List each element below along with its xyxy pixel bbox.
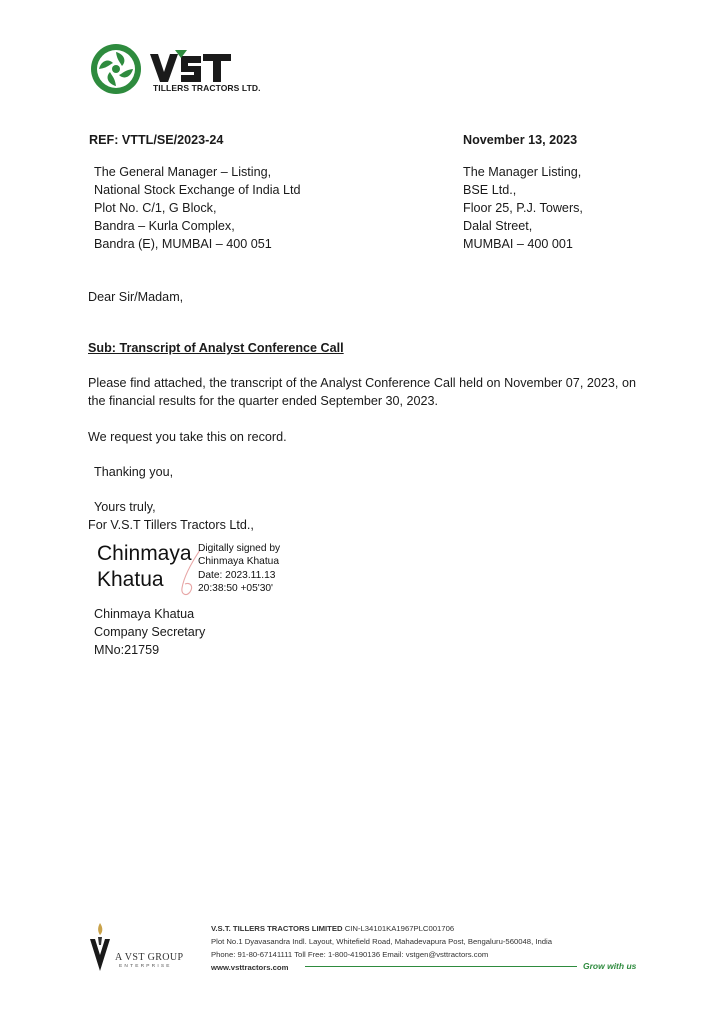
signer-name: Chinmaya Khatua (94, 607, 195, 621)
addressee-nse (94, 163, 301, 253)
footer-tagline: Grow with us (583, 961, 637, 971)
footer-website[interactable]: www.vsttractors.com (211, 963, 289, 972)
signature-detail-line: Date: 2023.11.13 (198, 569, 276, 581)
body-paragraph: Please find attached, the transcript of the Analyst Conference Call held on November 07, 2023, on the financial results for the quarter ended September 30, 2023. (88, 376, 636, 408)
signature-detail-line: Digitally signed by (198, 543, 281, 554)
signature-detail-line: Chinmaya Khatua (198, 556, 279, 568)
signature-name (97, 541, 192, 593)
address-line: Floor 25, P.J. Towers, (463, 201, 583, 215)
footer-divider (305, 966, 577, 967)
address-line: BSE Ltd., (463, 183, 517, 197)
signer-membership: MNo:21759 (94, 643, 160, 657)
signature-name-first: Chinmaya (97, 542, 192, 565)
request-line: We request you take this on record. (88, 430, 287, 444)
logo-subtitle: TILLERS TRACTORS LTD. (153, 83, 261, 93)
footer-company-line (211, 922, 552, 935)
footer-address: Plot No.1 Dyavasandra Indl. Layout, Whitefield Road, Mahadevapura Post, Bengaluru-560048, India (211, 937, 553, 946)
address-line: Plot No. C/1, G Block, (94, 201, 217, 215)
closing-line: Yours truly, (94, 500, 156, 514)
signature-detail-line: 20:38:50 +05'30' (198, 582, 273, 594)
address-line: The General Manager – Listing, (94, 165, 272, 179)
footer-cin: CIN-L34101KA1967PLC001706 (342, 924, 455, 933)
signature-name-last: Khatua (97, 568, 164, 591)
reference-number: REF: VTTL/SE/2023-24 (89, 133, 224, 147)
signature-details (198, 542, 280, 595)
subject-line: Sub: Transcript of Analyst Conference Call (88, 341, 344, 355)
address-line: National Stock Exchange of India Ltd (94, 183, 301, 197)
address-line: MUMBAI – 400 001 (463, 237, 573, 251)
address-line: Bandra – Kurla Complex, (94, 219, 235, 233)
thanks-line: Thanking you, (94, 465, 174, 479)
group-name: A VST GROUP (115, 952, 184, 963)
footer-company-name: V.S.T. TILLERS TRACTORS LIMITED (211, 924, 343, 933)
salutation: Dear Sir/Madam, (88, 290, 184, 304)
letter-date: November 13, 2023 (463, 133, 578, 147)
signer-title: Company Secretary (94, 625, 206, 639)
footer-contact: Phone: 91-80-67141111 Toll Free: 1-800-4190136 Email: vstgen@vsttractors.com (211, 950, 489, 959)
for-company-line: For V.S.T Tillers Tractors Ltd., (88, 518, 254, 532)
address-line: The Manager Listing, (463, 165, 582, 179)
vst-group-icon (88, 921, 112, 973)
address-line: Dalal Street, (463, 219, 533, 233)
group-subtitle: ENTERPRISE (119, 964, 172, 969)
address-line: Bandra (E), MUMBAI – 400 051 (94, 237, 272, 251)
addressee-bse (463, 163, 583, 253)
signer-block (94, 605, 205, 659)
